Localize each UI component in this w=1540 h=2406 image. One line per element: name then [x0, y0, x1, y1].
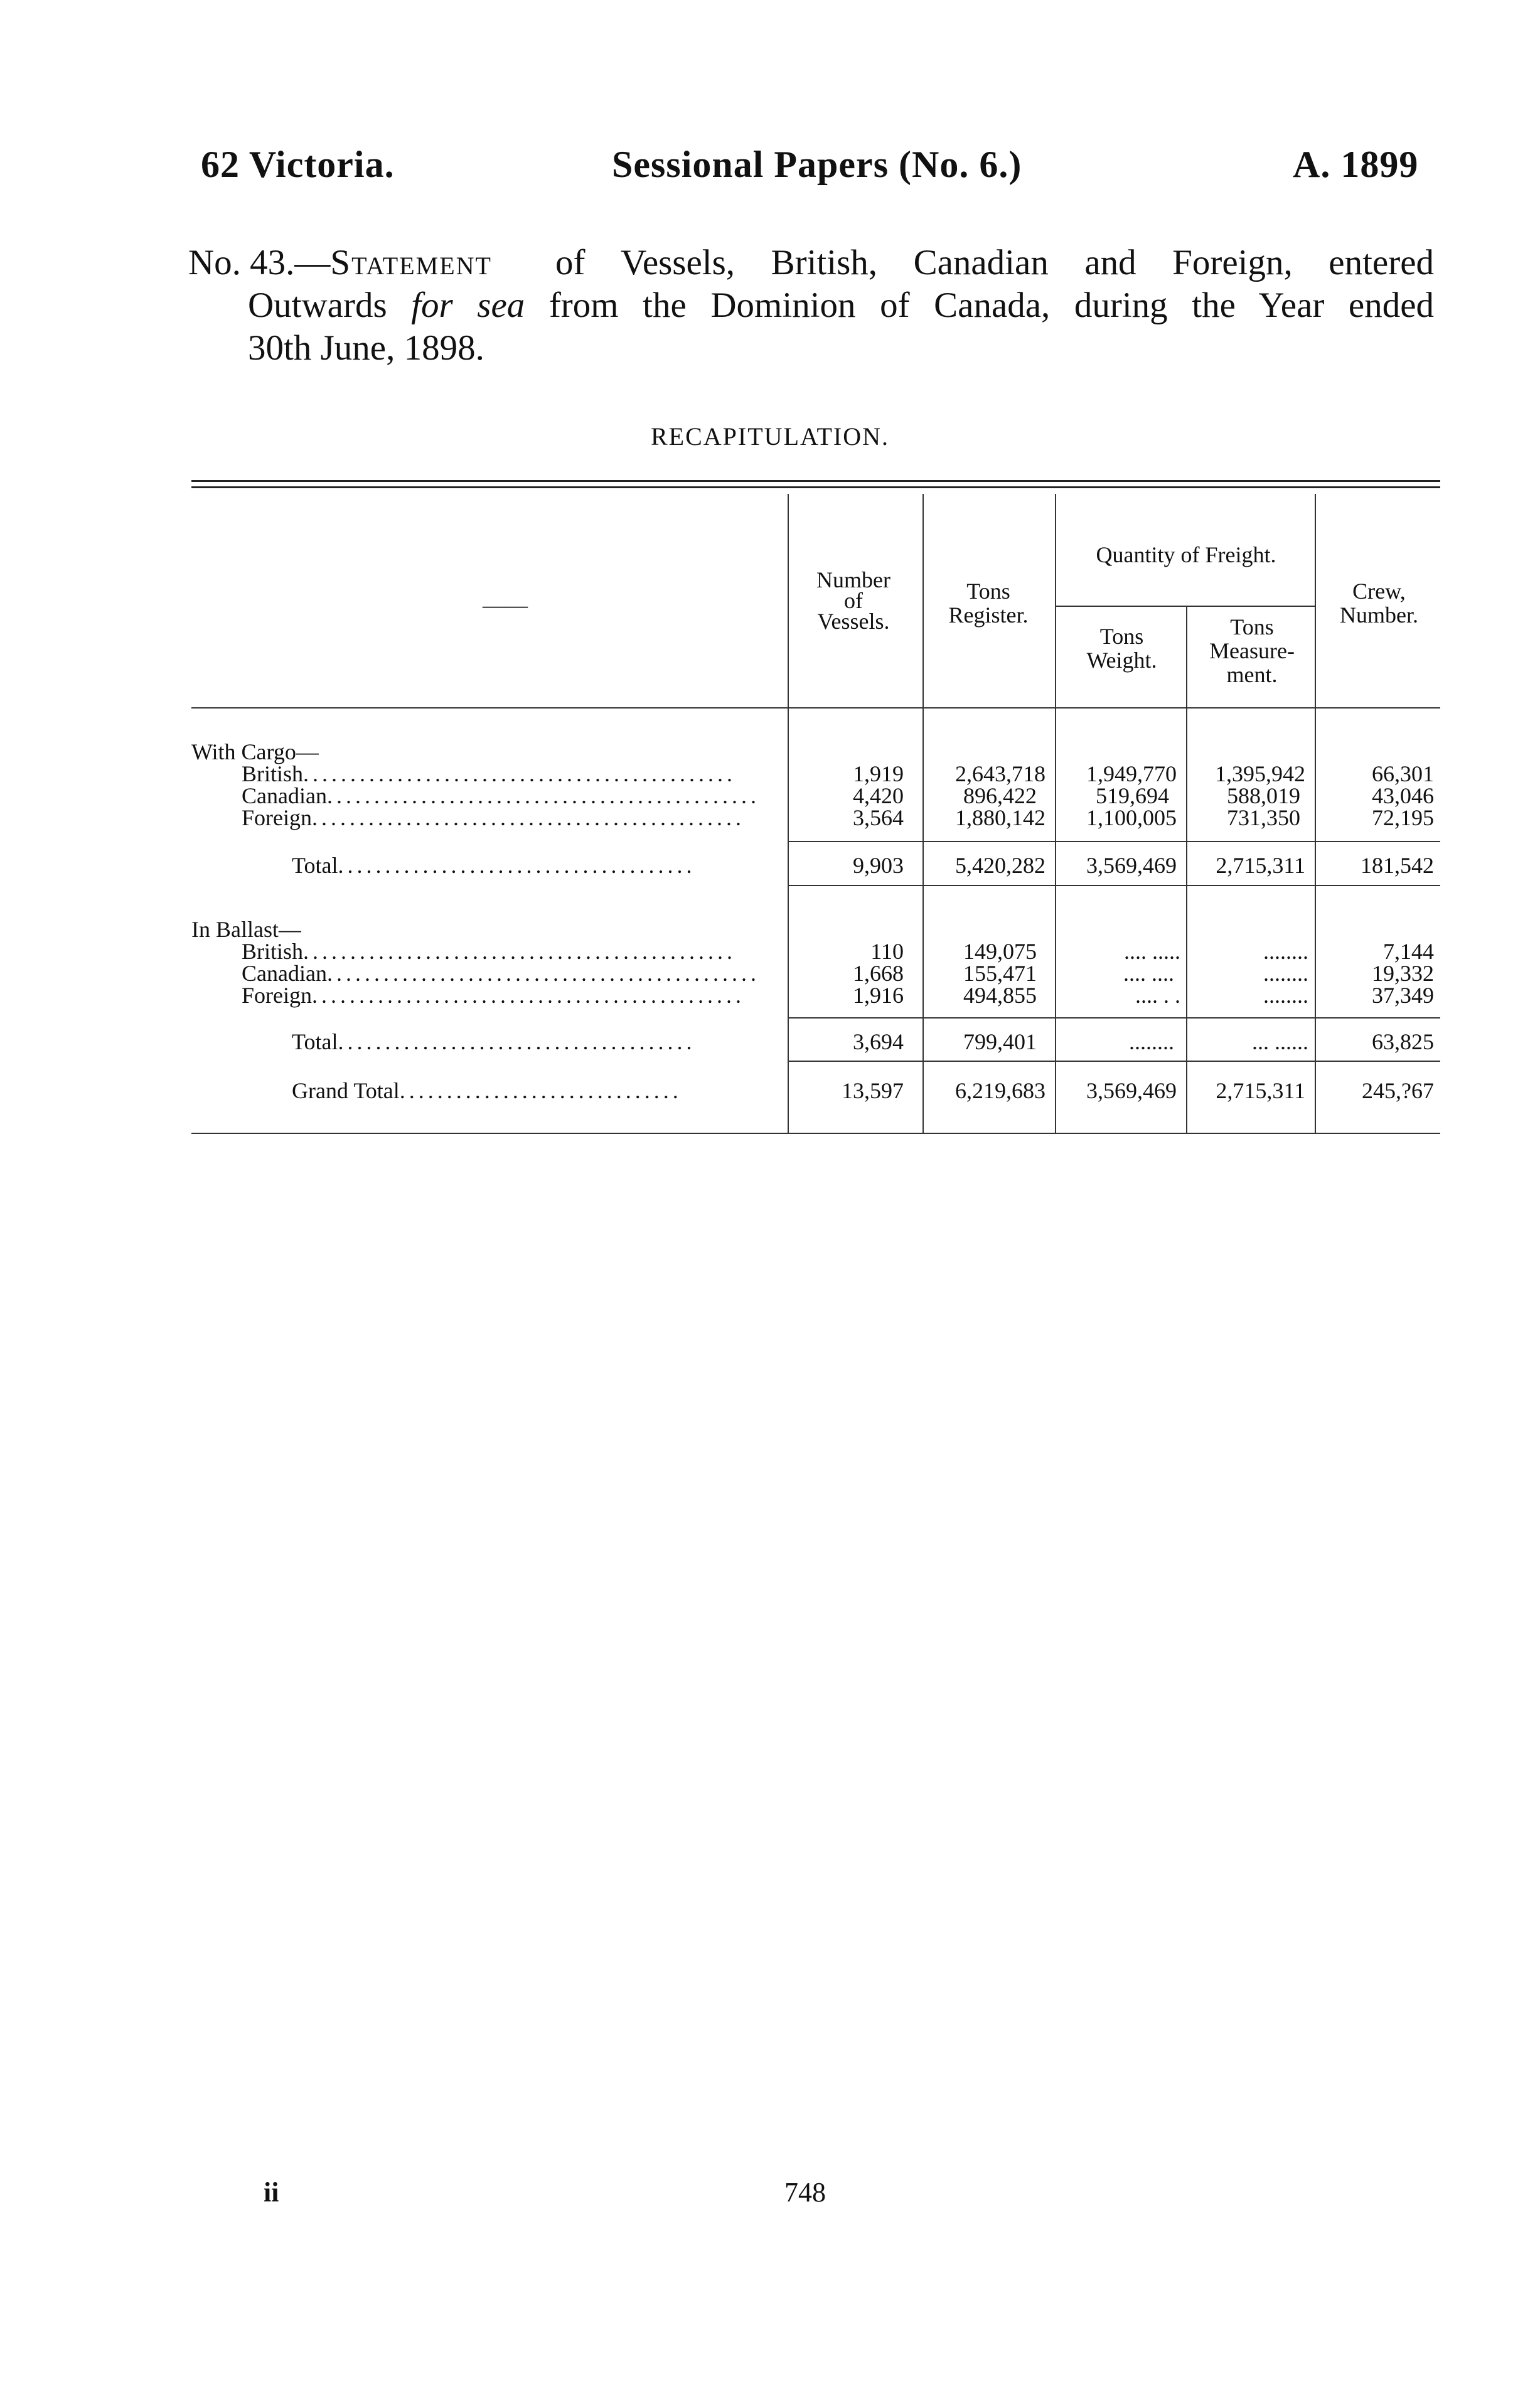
grand-total-weight: 3,569,469 [1086, 1078, 1177, 1103]
cargo-british-measurement: 1,395,942 [1215, 761, 1305, 786]
title-for-sea: for sea [411, 286, 525, 325]
cargo-total-vessels: 9,903 [853, 853, 904, 878]
cargo-total-measurement: 2,715,311 [1216, 853, 1305, 878]
grand-total-measurement: 2,715,311 [1216, 1078, 1305, 1103]
header-vessels-line1: Number [816, 567, 890, 592]
cargo-british-register: 2,643,718 [955, 761, 1045, 786]
header-weight-line2: Weight. [1086, 648, 1157, 673]
ballast-canadian-vessels: 1,668 [853, 961, 904, 986]
row-label-text: Canadian [242, 783, 327, 808]
header-measurement-line1: Tons [1230, 614, 1274, 639]
row-label-cargo-foreign: Foreign.............................................. [242, 805, 745, 830]
row-label-ballast-british: British.............................................. [242, 939, 737, 964]
header-quantity-of-freight: Quantity of Freight. [1096, 542, 1276, 567]
header-tons-register [926, 579, 1051, 627]
row-label-text: British [242, 939, 304, 964]
grand-total-crew: 245,?67 [1362, 1078, 1434, 1103]
cargo-foreign-register: 1,880,142 [955, 805, 1045, 830]
row-label-cargo-total: Total...................................... [292, 853, 696, 878]
header-crew-line1: Crew, [1352, 579, 1406, 604]
cargo-british-vessels: 1,919 [853, 761, 904, 786]
cargo-canadian-vessels: 4,420 [853, 783, 904, 808]
cargo-canadian-crew: 43,046 [1372, 783, 1434, 808]
header-number-of-vessels [794, 568, 913, 633]
row-label-cargo-british: British.............................................. [242, 761, 737, 786]
ballast-total-crew: 63,825 [1372, 1029, 1434, 1054]
cargo-total-register: 5,420,282 [955, 853, 1045, 878]
header-vessels-line2: of [844, 588, 863, 613]
cargo-british-weight: 1,949,770 [1086, 761, 1177, 786]
header-sessional-papers: Sessional Papers (No. 6.) [612, 144, 1022, 185]
header-tons-measurement [1189, 615, 1315, 687]
grand-total-register: 6,219,683 [955, 1078, 1045, 1103]
ballast-foreign-vessels: 1,916 [853, 983, 904, 1008]
table-top-rule-2 [191, 486, 1440, 488]
freight-subheader-rule [1055, 606, 1315, 607]
footer-page-roman: ii [264, 2177, 279, 2208]
recapitulation-table [191, 480, 1440, 1145]
table-bottom-rule [191, 1133, 1440, 1134]
cargo-canadian-measurement: 588,019 [1227, 783, 1300, 808]
row-label-ballast-foreign: Foreign.............................................. [242, 983, 745, 1008]
recapitulation-heading: RECAPITULATION. [651, 422, 889, 451]
row-label-text: Foreign [242, 983, 312, 1008]
title-line-1-rest: of Vessels, British, Canadian and Foreign, entered [555, 243, 1434, 282]
header-vessels-line3: Vessels. [817, 609, 890, 634]
cargo-total-bottom-rule [788, 885, 1440, 886]
ballast-foreign-crew: 37,349 [1372, 983, 1434, 1008]
row-label-cargo-canadian: Canadian.............................................. [242, 783, 760, 808]
row-label-text: British [242, 761, 304, 786]
ballast-canadian-register: 155,471 [963, 961, 1037, 986]
group-heading-in-ballast: In Ballast— [191, 917, 301, 942]
cargo-british-crew: 66,301 [1372, 761, 1434, 786]
row-label-text: Total [292, 853, 338, 878]
cargo-canadian-register: 896,422 [963, 783, 1037, 808]
header-measurement-line3: ment. [1226, 662, 1278, 687]
ballast-british-weight: .... ..... [1124, 939, 1180, 964]
title-line-2-rest: from the Dominion of Canada, during the Year ended [548, 286, 1435, 325]
grand-total-vessels: 13,597 [842, 1078, 904, 1103]
header-register-line1: Tons [966, 579, 1010, 604]
header-measurement-line2: Measure- [1209, 638, 1295, 663]
ballast-foreign-weight: .... . . [1135, 983, 1180, 1008]
title-line-2 [188, 284, 1434, 327]
ballast-total-register: 799,401 [963, 1029, 1037, 1054]
row-label-text: Foreign [242, 805, 312, 830]
ballast-british-measurement: ........ [1263, 939, 1308, 964]
ballast-total-vessels: 3,694 [853, 1029, 904, 1054]
ballast-canadian-weight: .... .... [1123, 961, 1174, 986]
header-register-line2: Register. [948, 602, 1029, 628]
title-dash: — [294, 243, 331, 282]
statement-word: Statement [330, 243, 492, 282]
statement-title [188, 242, 1443, 370]
cargo-total-crew: 181,542 [1361, 853, 1434, 878]
header-crew-line2: Number. [1340, 602, 1418, 628]
header-crew-number [1318, 579, 1440, 627]
header-bottom-rule [191, 707, 1440, 708]
header-year: A. 1899 [1293, 144, 1419, 185]
statement-number: No. 43. [188, 243, 295, 282]
ballast-foreign-measurement: ........ [1263, 983, 1308, 1008]
row-label-text: Grand Total [292, 1078, 400, 1103]
cargo-total-weight: 3,569,469 [1086, 853, 1177, 878]
ballast-subtotal-rule [788, 1017, 1440, 1019]
stub-heading: —— [483, 592, 528, 618]
title-line-3: 30th June, 1898. [248, 328, 484, 368]
row-label-text: Canadian [242, 961, 327, 986]
ballast-total-bottom-rule [788, 1061, 1440, 1062]
group-heading-with-cargo: With Cargo— [191, 739, 319, 764]
cargo-foreign-vessels: 3,564 [853, 805, 904, 830]
header-tons-weight [1057, 624, 1186, 672]
ballast-foreign-register: 494,855 [963, 983, 1037, 1008]
header-session: 62 Victoria. [201, 144, 395, 185]
ballast-british-register: 149,075 [963, 939, 1037, 964]
ballast-total-weight: ........ [1129, 1029, 1174, 1054]
cargo-subtotal-rule [788, 841, 1440, 842]
cargo-foreign-weight: 1,100,005 [1086, 805, 1177, 830]
cargo-foreign-measurement: 731,350 [1227, 805, 1300, 830]
cargo-canadian-weight: 519,694 [1096, 783, 1169, 808]
row-label-grand-total: Grand Total.............................. [292, 1078, 682, 1103]
header-weight-line1: Tons [1099, 624, 1144, 649]
table-top-rule [191, 480, 1440, 482]
ballast-canadian-measurement: ........ [1263, 961, 1308, 986]
ballast-british-crew: 7,144 [1383, 939, 1434, 964]
ballast-canadian-crew: 19,332 [1372, 961, 1434, 986]
row-label-text: Total [292, 1029, 338, 1054]
ballast-british-vessels: 110 [870, 939, 904, 964]
cargo-foreign-crew: 72,195 [1372, 805, 1434, 830]
row-label-ballast-canadian: Canadian.............................................. [242, 961, 760, 986]
footer-page-number: 748 [784, 2177, 826, 2208]
title-outwards: Outwards [248, 286, 387, 325]
ballast-total-measurement: ... ...... [1252, 1029, 1308, 1054]
title-line-1 [188, 242, 1434, 284]
row-label-ballast-total: Total...................................... [292, 1029, 696, 1054]
